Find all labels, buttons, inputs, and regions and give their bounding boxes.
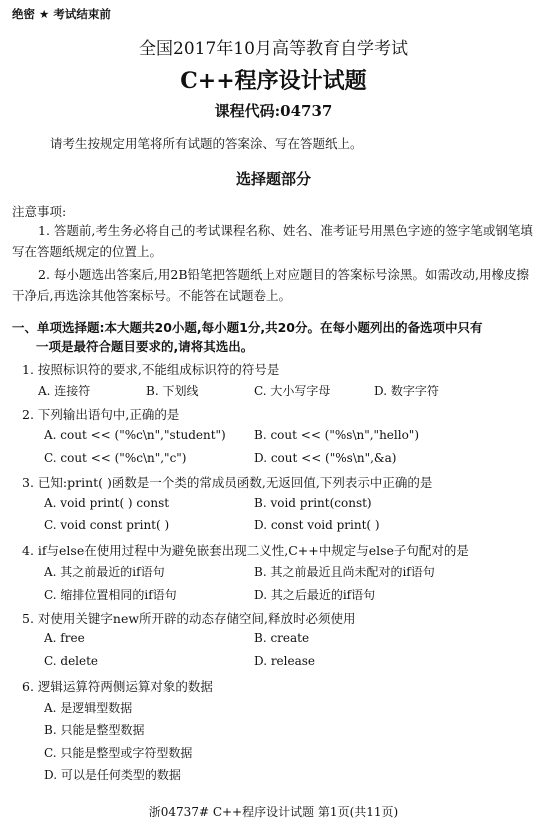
question-stem: 4. if与else在使用过程中为避免嵌套出现二义性,C++中规定与else子句配对的是 [22,543,469,558]
question-option: B. 其之前最近且尚未配对的if语句 [254,565,435,579]
question-option: D. 可以是任何类型的数据 [44,768,181,782]
question-option: B. cout << ("%s\n","hello") [254,428,419,442]
question-option: A. 是逻辑型数据 [44,701,133,715]
question-option: B. create [254,631,310,645]
question-option: A. void print( ) const [44,496,170,510]
part-one-heading-line: 一、单项选择题:本大题共20小题,每小题1分,共20分。在每小题列出的备选项中只有 [12,320,483,335]
note-item: 2. 每小题选出答案后,用2B铅笔把答题纸上对应题目的答案标号涂黑。如需改动,用橡皮擦干净后,再选涂其他答案标号。不能答在试题卷上。 [12,267,529,303]
question-stem: 6. 逻辑运算符两侧运算对象的数据 [22,679,213,694]
notes-title: 注意事项: [12,204,67,219]
question-option: A. cout << ("%c\n","student") [44,428,226,442]
question-option: D. 数字字符 [374,384,439,398]
question-option: A. free [44,631,85,645]
exam-title: 全国2017年10月高等教育自学考试 [139,39,408,59]
answer-instruction: 请考生按规定用笔将所有试题的答案涂、写在答题纸上。 [50,136,363,151]
question-option: C. 只能是整型或字符型数据 [44,746,193,760]
question-option: D. 其之后最近的if语句 [254,588,376,602]
question-option: D. const void print( ) [254,518,380,532]
question-option: C. void const print( ) [44,518,170,532]
question-stem: 2. 下列输出语句中,正确的是 [22,407,180,422]
question-option: C. delete [44,654,99,668]
question-stem: 1. 按照标识符的要求,不能组成标识符的符号是 [22,362,280,377]
question-option: A. 其之前最近的if语句 [44,565,165,579]
page-footer: 浙04737# C++程序设计试题 第1页(共11页) [148,805,399,819]
confidential-label: 绝密 ★ 考试结束前 [12,7,111,21]
question-stem: 5. 对使用关键字new所开辟的动态存储空间,释放时必须使用 [22,611,356,626]
subject-title: C++程序设计试题 [180,68,367,94]
question-option: B. 下划线 [146,384,199,398]
question-stem: 3. 已知:print( )函数是一个类的常成员函数,无返回值,下列表示中正确的是 [22,475,433,490]
note-item: 1. 答题前,考生务必将自己的考试课程名称、姓名、准考证号用黑色字迹的签字笔或钢笔填写在答题纸规定的位置上。 [12,223,533,259]
part-one-heading [12,318,535,356]
question-option: A. 连接符 [38,384,91,398]
part-one-heading-line: 一项是最符合题目要求的,请将其选出。 [36,339,254,354]
question-option: B. void print(const) [254,496,372,510]
question-option: B. 只能是整型数据 [44,723,145,737]
question-option: C. 缩排位置相同的if语句 [44,588,177,602]
question-option: C. cout << ("%c\n","c") [44,451,187,465]
section-title: 选择题部分 [235,170,311,188]
course-code: 课程代码:04737 [214,102,333,120]
question-option: D. cout << ("%s\n",&a) [254,451,397,465]
question-option: C. 大小写字母 [254,384,331,398]
question-option: D. release [254,654,316,668]
